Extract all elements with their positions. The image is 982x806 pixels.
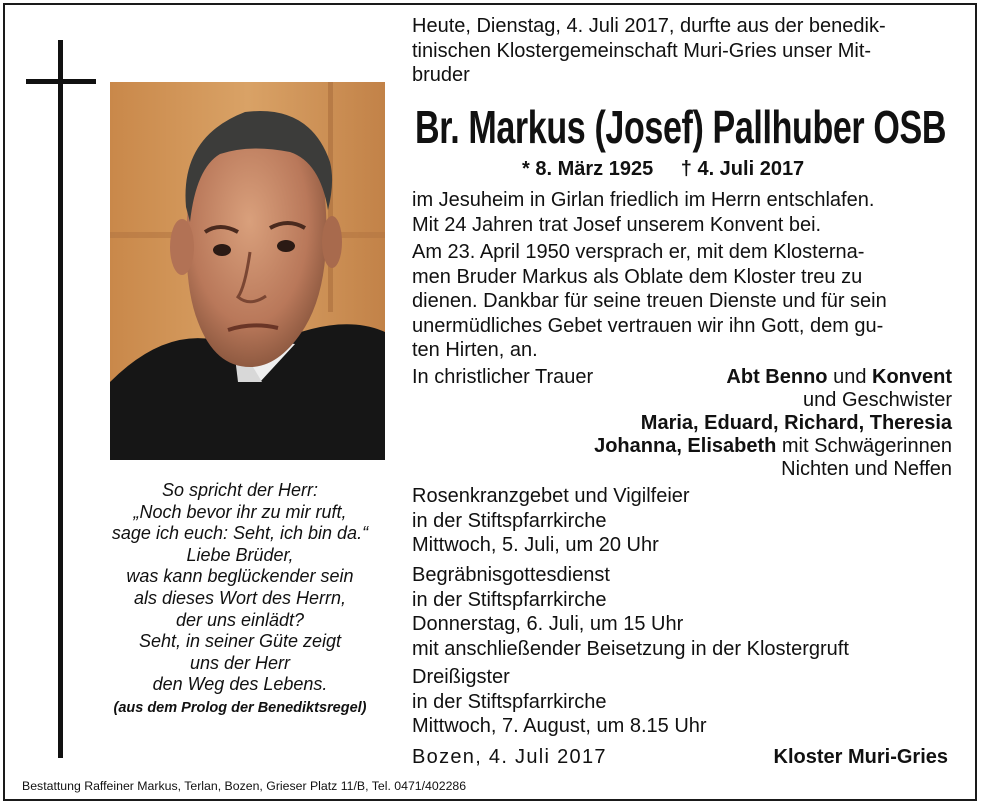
intro-line: bruder [412,64,470,87]
event-rosary [412,484,690,558]
verse-line: was kann beglückender sein [126,566,354,587]
paragraph-line: Am 23. April 1950 versprach er, mit dem Klosterna- [412,241,865,263]
verse-line: uns der Herr [189,652,291,673]
event-line: in der Stiftspfarrkirche [412,509,607,532]
mourners-line [594,366,952,389]
event-line: Dreißigster [412,666,510,688]
signature: Kloster Muri-Gries [773,746,948,768]
event-thirtieth [412,665,707,739]
siblings-names: Maria, Eduard, Richard, Theresia [640,412,952,434]
life-dates [522,158,804,181]
deceased-name: Br. Markus (Josef) Pallhuber OSB [415,101,947,153]
paragraph-line: unermüdliches Gebet vertrauen wir ihn Gott, dem gu- [412,314,884,337]
verse-line: „Noch bevor ihr zu mir ruft, [133,501,347,522]
paragraph-line: Mit 24 Jahren trat Josef unserem Konvent bei. [412,213,822,236]
verse-line: Liebe Brüder, [186,544,294,565]
mourners-line [594,435,952,458]
event-line: mit anschließender Beisetzung in der Klostergruft [412,637,849,660]
nieces-nephews: Nichten und Neffen [781,458,952,480]
paragraph-line: ten Hirten, an. [412,339,538,362]
cross-bar [26,79,96,84]
verse-line: als dieses Wort des Herrn, [133,587,347,608]
paragraph-line: im Jesuheim in Girlan friedlich im Herrn entschlafen. [412,189,875,211]
intro-text [412,14,886,88]
birth-date: * 8. März 1925 [522,158,654,180]
funeral-home-imprint: Bestattung Raffeiner Markus, Terlan, Bozen, Grieser Platz 11/B, Tel. 0471/402286 [22,779,467,793]
death-date: † 4. Juli 2017 [680,158,805,180]
event-line: in der Stiftspfarrkirche [412,588,607,611]
intro-line: tinischen Klostergemeinschaft Muri-Gries unser Mit- [412,39,872,62]
verse-line: den Weg des Lebens. [152,674,328,695]
verse-line: der uns einlädt? [175,609,305,630]
paragraph-2 [412,240,887,363]
mourners-block [594,366,952,481]
place-date: Bozen, 4. Juli 2017 [412,746,607,768]
event-funeral [412,563,849,661]
abbot-name: Abt Benno [726,366,828,388]
in-laws: mit Schwägerinnen [776,435,952,457]
mourners-connector: und [827,366,872,388]
mourning-intro: In christlicher Trauer [412,366,594,388]
event-line: Mittwoch, 5. Juli, um 20 Uhr [412,534,659,557]
convent-name: Konvent [872,366,952,388]
event-line: Mittwoch, 7. August, um 8.15 Uhr [412,715,707,738]
siblings-label: und Geschwister [803,389,952,411]
verse-line: sage ich euch: Seht, ich bin da.“ [111,523,369,544]
verse-line: Seht, in seiner Güte zeigt [138,631,342,652]
portrait-photo [110,82,385,460]
paragraph-line: dienen. Dankbar für seine treuen Dienste und für sein [412,290,887,313]
cross-icon [58,40,63,758]
event-line: Donnerstag, 6. Juli, um 15 Uhr [412,613,684,636]
verse-line: So spricht der Herr: [161,480,319,500]
paragraph-1 [412,188,874,237]
event-line: in der Stiftspfarrkirche [412,690,607,713]
intro-line: Heute, Dienstag, 4. Juli 2017, durfte aus der benedik- [412,15,886,37]
verse-source: (aus dem Prolog der Benediktsregel) [113,699,367,716]
paragraph-line: men Bruder Markus als Oblate dem Kloster treu zu [412,265,863,288]
event-line: Rosenkranzgebet und Vigilfeier [412,485,690,507]
bible-verse [90,480,390,720]
siblings-names-2: Johanna, Elisabeth [594,435,777,457]
event-line: Begräbnisgottesdienst [412,564,610,586]
